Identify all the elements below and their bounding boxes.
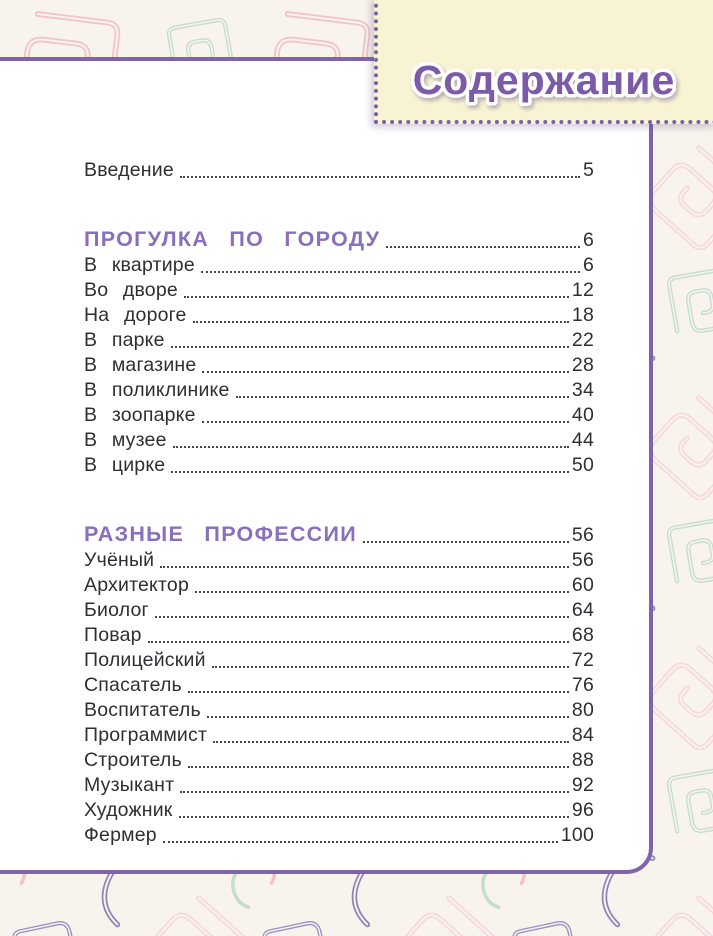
toc-entry-page-number: 76: [571, 674, 594, 696]
toc-entry-label: В зоопарке: [84, 404, 196, 426]
dot-leader: [179, 816, 569, 818]
toc-entry: [84, 277, 594, 302]
page-title: Содержание: [412, 57, 676, 103]
toc-entry: [84, 822, 594, 847]
dot-leader: [184, 296, 569, 298]
toc-entry-page-number: 6: [582, 254, 594, 276]
toc-entry-page-number: 60: [571, 574, 594, 596]
toc-entry: [84, 622, 594, 647]
toc-entry-page-number: 88: [571, 749, 594, 771]
toc-entry: [84, 672, 594, 697]
toc-section-heading: [84, 516, 594, 547]
toc-entry: [84, 402, 594, 427]
contents-title: [378, 0, 713, 120]
dot-leader: [201, 271, 580, 273]
dot-leader: [148, 641, 569, 643]
dot-leader: [207, 716, 569, 718]
toc-entry-page-number: 6: [582, 229, 594, 251]
toc-entry-label: На дороге: [84, 304, 187, 326]
toc-entry-label: Фермер: [84, 824, 157, 846]
toc-entry: [84, 647, 594, 672]
toc-entry: [84, 597, 594, 622]
dot-leader: [202, 371, 568, 373]
toc-entry-page-number: 80: [571, 699, 594, 721]
toc-entry-label: Спасатель: [84, 674, 182, 696]
toc-entry-page-number: 28: [571, 354, 594, 376]
toc-entry-page-number: 84: [571, 724, 594, 746]
dot-leader: [202, 421, 569, 423]
dot-leader: [160, 566, 569, 568]
dot-leader: [171, 471, 569, 473]
toc-entry-page-number: 96: [571, 799, 594, 821]
toc-entry: [84, 772, 594, 797]
toc-entry-label: В магазине: [84, 354, 197, 376]
toc-entry-label: Введение: [84, 159, 174, 181]
toc-entry-label: Повар: [84, 624, 142, 646]
toc-entry-page-number: 44: [571, 429, 594, 451]
dot-leader: [386, 246, 580, 248]
toc-section: [84, 221, 594, 477]
dot-leader: [236, 396, 569, 398]
toc-entry-page-number: 64: [571, 599, 594, 621]
toc-entry: [84, 452, 594, 477]
toc-entry-page-number: 56: [571, 549, 594, 571]
toc-entry: [84, 377, 594, 402]
toc-entry-label: Архитектор: [84, 574, 189, 596]
toc-entry-page-number: 22: [571, 329, 594, 351]
toc-entry: [84, 547, 594, 572]
toc-entry-intro: [84, 157, 594, 182]
toc-entry-label: РАЗНЫЕ ПРОФЕССИИ: [84, 522, 358, 546]
toc-entry: [84, 572, 594, 597]
toc-entry-label: Биолог: [84, 599, 149, 621]
toc-entry-label: Художник: [84, 799, 173, 821]
toc-section-heading: [84, 221, 594, 252]
toc-entry-page-number: 92: [571, 774, 594, 796]
toc-entry-label: Воспитатель: [84, 699, 201, 721]
toc-entry-page-number: 72: [571, 649, 594, 671]
toc-entry: [84, 352, 594, 377]
toc-entry: [84, 722, 594, 747]
toc-entry-label: Программист: [84, 724, 208, 746]
toc-entry: [84, 327, 594, 352]
dot-leader: [213, 741, 569, 743]
content-panel: [0, 57, 653, 874]
toc-entry-label: В поликлинике: [84, 379, 230, 401]
toc-entry-page-number: 68: [571, 624, 594, 646]
toc-entry-page-number: 18: [571, 304, 594, 326]
dot-leader: [363, 541, 569, 543]
toc-entry: [84, 797, 594, 822]
toc-entry-label: В цирке: [84, 454, 166, 476]
toc-entry-page-number: 34: [571, 379, 594, 401]
dot-leader: [188, 691, 569, 693]
toc-entry-page-number: 5: [582, 159, 594, 181]
toc-entry-label: В музее: [84, 429, 167, 451]
toc-entry: [84, 302, 594, 327]
toc-entry-label: ПРОГУЛКА ПО ГОРОДУ: [84, 227, 381, 251]
toc-entry: [84, 427, 594, 452]
dot-leader: [195, 591, 569, 593]
toc-entry-label: В квартире: [84, 254, 195, 276]
dot-leader: [212, 666, 569, 668]
dot-leader: [180, 791, 569, 793]
toc-entry-page-number: 12: [571, 279, 594, 301]
toc: [84, 61, 594, 847]
toc-entry-page-number: 56: [571, 524, 594, 546]
dot-leader: [193, 321, 569, 323]
title-box: [374, 0, 713, 124]
dot-leader: [155, 616, 569, 618]
toc-entry-label: В парке: [84, 329, 165, 351]
toc-entry-label: Полицейский: [84, 649, 206, 671]
toc-entry-page-number: 100: [560, 824, 594, 846]
toc-entry-page-number: 40: [571, 404, 594, 426]
toc-entry-page-number: 50: [571, 454, 594, 476]
toc-entry: [84, 697, 594, 722]
toc-entry-label: Музыкант: [84, 774, 175, 796]
dot-leader: [173, 446, 569, 448]
toc-entry-label: Строитель: [84, 749, 182, 771]
toc-entry: [84, 252, 594, 277]
dot-leader: [171, 346, 569, 348]
dot-leader: [188, 766, 569, 768]
toc-section: [84, 516, 594, 847]
toc-entry: [84, 747, 594, 772]
toc-entry-label: Во дворе: [84, 279, 178, 301]
dot-leader: [180, 176, 580, 178]
toc-entry-label: Учёный: [84, 549, 155, 571]
dot-leader: [163, 841, 558, 843]
